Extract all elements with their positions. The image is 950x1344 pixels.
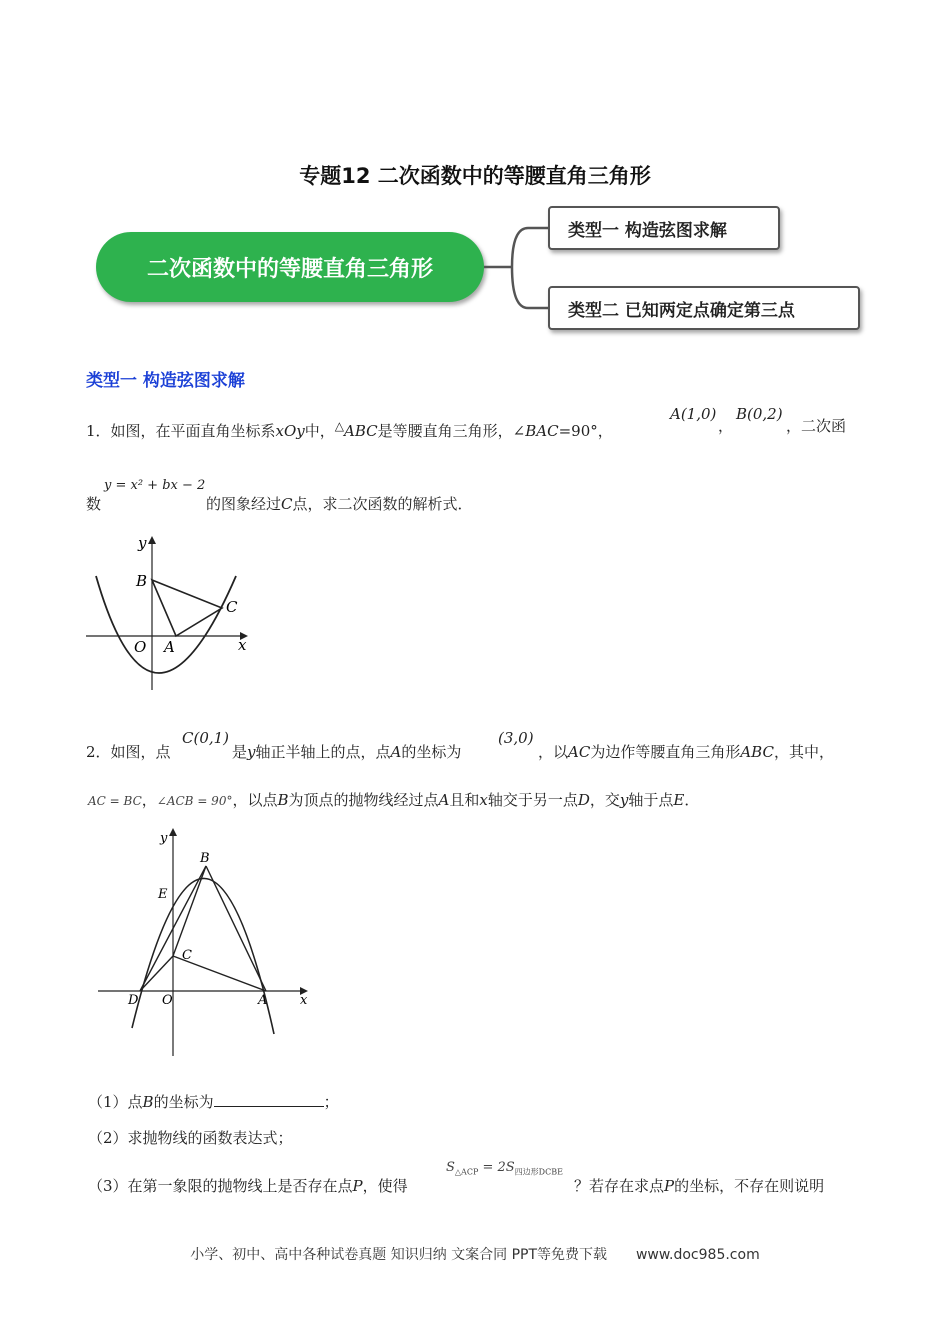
footer-text: 小学、初中、高中各种试卷真题 知识归纳 文案合同 PPT等免费下载	[190, 1247, 608, 1263]
fig1-label-a: A	[164, 638, 175, 656]
q1-text: 是等腰直角三角形，∠	[377, 422, 526, 440]
q2-text: 的坐标，不存在则说明	[674, 1177, 825, 1195]
q2-text: 是	[232, 743, 248, 761]
fig1-parabola	[96, 576, 236, 673]
q1-xoy: xOy	[275, 422, 305, 440]
q2-p: P	[664, 1177, 675, 1195]
fig2-segment-bc	[173, 866, 206, 956]
q1-text: =90°，	[558, 422, 613, 440]
q2-line1-end	[538, 740, 834, 764]
q2-b: B	[277, 791, 289, 809]
q2-e: E	[673, 791, 685, 809]
q2-p: P	[352, 1177, 363, 1195]
point-c-coord: C(0,1)	[182, 729, 230, 747]
q2-cond-angle: ∠ACB = 90°	[156, 794, 233, 808]
figure-1	[80, 530, 260, 690]
fig1-label-o: O	[134, 638, 147, 656]
q2-text: 为边作等腰直角三角形	[590, 743, 741, 761]
q2-text: 且和	[449, 791, 480, 809]
q2-text: 为顶点的抛物线经过点	[288, 791, 439, 809]
q2-text: ？若存在求点	[574, 1177, 665, 1195]
q2-text: （2）求抛物线的函数表达式；	[88, 1129, 293, 1147]
q2-sub2	[88, 1126, 293, 1150]
q2-text: ．	[684, 791, 700, 809]
q2-text: ；	[323, 1093, 339, 1111]
area-symbol: = 2S	[478, 1160, 515, 1175]
fig2-label-o: O	[162, 993, 173, 1008]
q2-b: B	[142, 1093, 154, 1111]
q2-text: （1）点	[88, 1093, 143, 1111]
q2-sub1	[88, 1090, 339, 1114]
q1-text: 1．如图，在平面直角坐标系	[86, 422, 276, 440]
fig2-segment-dc	[140, 956, 173, 991]
q2-line2	[88, 788, 699, 813]
q2-y: y	[247, 743, 256, 761]
fig2-label-y: y	[160, 831, 168, 846]
q2-text: ，以点	[232, 791, 278, 809]
q1-c: C	[281, 495, 293, 513]
q2-text: ，以	[538, 743, 569, 761]
q2-coord-a	[498, 726, 534, 750]
q1-comma	[718, 414, 733, 438]
q2-text: ，使得	[362, 1177, 408, 1195]
q2-text: ，	[141, 791, 157, 809]
fig1-label-c: C	[226, 598, 238, 616]
q2-a: A	[390, 743, 402, 761]
q2-abc: ABC	[740, 743, 774, 761]
fig2-label-a: A	[258, 993, 268, 1008]
footer-link[interactable]: www.doc985.com	[635, 1247, 760, 1263]
fig2-label-b: B	[200, 851, 210, 866]
q2-line1-start	[86, 740, 171, 764]
area-symbol: S	[446, 1160, 455, 1175]
q1-point-b	[736, 402, 783, 426]
triangle-icon: △	[334, 419, 345, 433]
q2-text: 的坐标为	[401, 743, 462, 761]
q1-text: 中，	[304, 422, 335, 440]
mindmap-branch-2-label: 类型二 已知两定点确定第三点	[568, 300, 795, 321]
point-a-coord: (3,0)	[498, 729, 534, 747]
q2-x: x	[479, 791, 488, 809]
q1-line2-rest	[206, 492, 473, 516]
fig2-parabola	[132, 878, 274, 1034]
fig1-label-b: B	[136, 572, 148, 590]
q1-text: 数	[86, 495, 102, 513]
fig2-y-arrow	[169, 828, 177, 836]
q2-ac: AC	[568, 743, 591, 761]
q1-point-a	[670, 402, 716, 426]
answer-blank[interactable]	[214, 1090, 324, 1107]
q2-cond-ac-bc: AC = BC	[88, 794, 142, 808]
q2-sub3-formula	[446, 1160, 563, 1178]
q1-text: ，	[718, 417, 734, 435]
q2-text: ，其中，	[773, 743, 834, 761]
q1-text: 点，求二次函数的解析式．	[292, 495, 473, 513]
fig2-label-d: D	[128, 993, 139, 1008]
q2-sub3-end	[574, 1174, 824, 1198]
page-footer	[0, 1244, 950, 1264]
q2-point-c	[182, 726, 229, 750]
q1-line2	[86, 492, 101, 516]
q2-sub3	[88, 1174, 408, 1198]
mindmap-branch-2	[548, 286, 860, 330]
q2-line1-mid	[232, 740, 461, 764]
section-heading: 类型一 构造弦图求解	[86, 371, 245, 391]
mindmap-branch-1	[548, 206, 780, 250]
fig1-triangle	[152, 580, 222, 636]
q2-text: 轴交于另一点	[487, 791, 578, 809]
q2-text: ，交	[589, 791, 620, 809]
q1-formula	[104, 478, 205, 493]
q2-text: 轴正半轴上的点，点	[255, 743, 391, 761]
fig1-label-x: x	[238, 636, 247, 654]
q1-abc: ABC	[344, 422, 378, 440]
q2-y: y	[619, 791, 629, 809]
q2-a: A	[438, 791, 450, 809]
point-a-coord: A(1,0)	[670, 405, 717, 423]
q2-text: 轴于点	[628, 791, 674, 809]
mindmap-root: 二次函数中的等腰直角三角形	[96, 232, 484, 302]
fig2-label-x: x	[300, 993, 308, 1008]
q2-text: （3）在第一象限的抛物线上是否存在点	[88, 1177, 353, 1195]
fig1-label-y: y	[138, 534, 147, 552]
q2-text: 的坐标为	[153, 1093, 214, 1111]
page-title: 专题12 二次函数中的等腰直角三角形	[299, 164, 651, 188]
mindmap-connector	[484, 220, 554, 320]
q1-text: 的图象经过	[206, 495, 282, 513]
fig1-y-arrow	[148, 536, 156, 544]
mindmap-branch-1-label: 类型一 构造弦图求解	[568, 220, 727, 241]
q1-line1	[86, 414, 613, 443]
q2-text: 2．如图，点	[86, 743, 171, 761]
quadratic-formula: y = x² + bx − 2	[104, 478, 206, 493]
area-subscript: 四边形DCBE	[514, 1167, 563, 1177]
fig2-label-c: C	[182, 948, 192, 963]
point-b-coord: B(0,2)	[736, 405, 783, 423]
figure-2	[96, 826, 316, 1058]
q1-line1-end	[786, 414, 846, 438]
q2-d: D	[577, 791, 590, 809]
fig2-label-e: E	[158, 887, 168, 902]
area-subscript: △ACP	[454, 1167, 479, 1177]
q1-bac: BAC	[525, 422, 559, 440]
q1-text: ，二次函	[786, 417, 847, 435]
